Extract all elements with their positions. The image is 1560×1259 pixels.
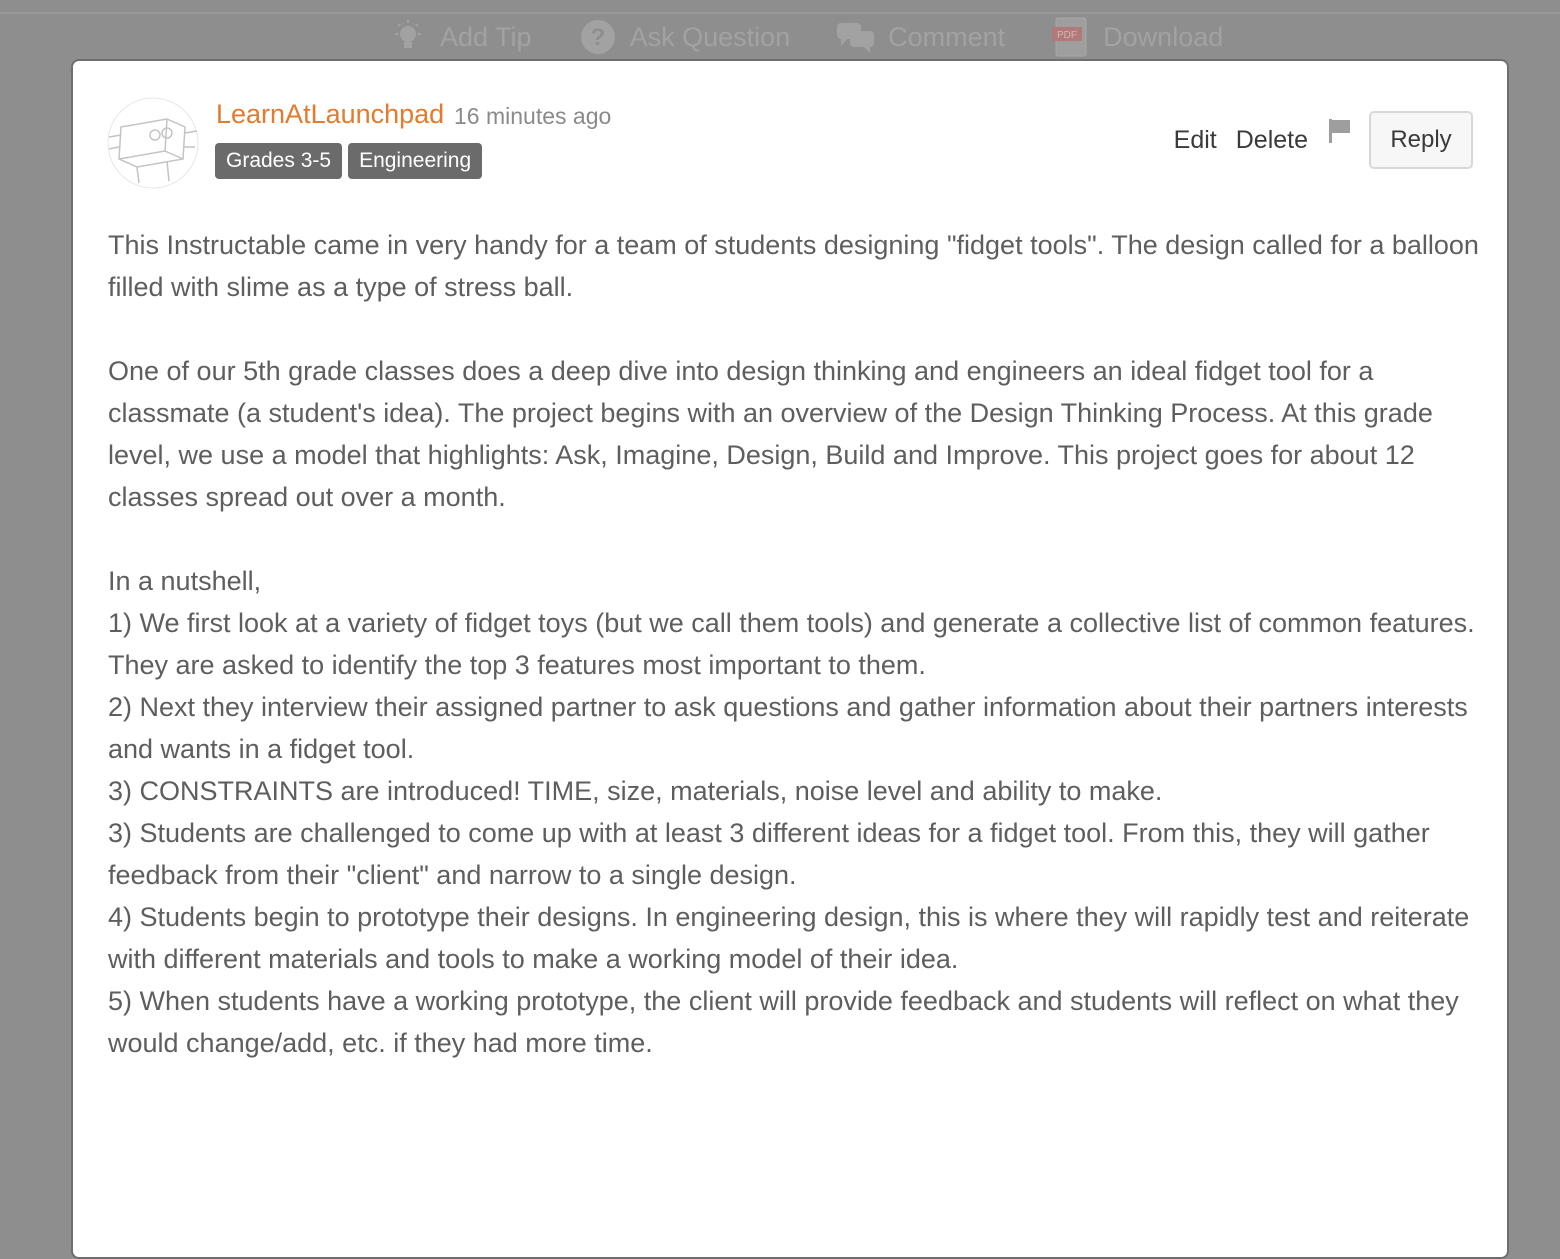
download-label: Download xyxy=(1103,21,1224,52)
ask-question-button[interactable] xyxy=(578,17,791,57)
author-name-link[interactable]: LearnAtLaunchpad xyxy=(216,99,445,129)
add-tip-button[interactable] xyxy=(388,17,532,57)
list-intro: In a nutshell, xyxy=(108,566,262,596)
list-item: 4) Students begin to prototype their designs. In engineering design, this is where they will rapidly test and reiterate with different materials and tools to make a working model of their idea. xyxy=(108,902,1470,974)
comment-modal xyxy=(71,59,1509,1259)
ask-question-label: Ask Question xyxy=(629,21,791,52)
list-item: 3) CONSTRAINTS are introduced! TIME, size, materials, noise level and ability to make. xyxy=(108,776,1163,806)
tag-engineering[interactable]: Engineering xyxy=(348,143,482,179)
pdf-icon xyxy=(1051,17,1091,57)
flag-icon[interactable] xyxy=(1327,118,1353,144)
question-icon xyxy=(578,17,618,57)
comment-paragraph: One of our 5th grade classes does a deep dive into design thinking and engineers an ideal fidget tool for a classmate (a student's idea). The project begins with an overview of the Design Thinking Process. At this grade level, we use a model that highlights: Ask, Imagine, Design, Build and Improve. This project goes for about 12 classes spread out over a month. xyxy=(108,356,1433,512)
comment-button[interactable] xyxy=(836,17,1005,57)
comment-actions xyxy=(1174,111,1473,169)
lightbulb-icon xyxy=(388,17,428,57)
list-item: 3) Students are challenged to come up with at least 3 different ideas for a fidget tool. From this, they will gather feedback from their "client" and narrow to a single design. xyxy=(108,818,1430,890)
comment-timestamp: 16 minutes ago xyxy=(454,103,612,129)
edit-link[interactable]: Edit xyxy=(1173,125,1217,154)
list-item: 1) We first look at a variety of fidget toys (but we call them tools) and generate a collective list of common features. They are asked to identify the top 3 features most important to them. xyxy=(108,608,1475,680)
svg-text:?: ? xyxy=(590,24,605,51)
download-button[interactable] xyxy=(1051,17,1223,57)
reply-button[interactable]: Reply xyxy=(1369,111,1473,169)
avatar[interactable] xyxy=(107,97,199,189)
pdf-badge-text: PDF xyxy=(1057,30,1078,41)
tag-grades[interactable]: Grades 3-5 xyxy=(215,143,342,179)
delete-link[interactable]: Delete xyxy=(1235,125,1308,154)
list-item: 5) When students have a working prototype, the client will provide feedback and students will reflect on what they would change/add, etc. if they had more time. xyxy=(108,986,1459,1058)
tag-list xyxy=(215,143,488,179)
comment-bubbles-icon xyxy=(836,17,876,57)
comment-body xyxy=(108,224,1488,1064)
add-tip-label: Add Tip xyxy=(440,21,532,52)
step-toolbar xyxy=(388,14,1269,60)
list-item: 2) Next they interview their assigned partner to ask questions and gather information about their partners interests and wants in a fidget tool. xyxy=(108,692,1468,764)
comment-label: Comment xyxy=(888,21,1006,52)
robot-avatar-icon xyxy=(107,97,199,189)
comment-paragraph: This Instructable came in very handy for a team of students designing "fidget tools". The design called for a balloon filled with slime as a type of stress ball. xyxy=(108,230,1479,302)
